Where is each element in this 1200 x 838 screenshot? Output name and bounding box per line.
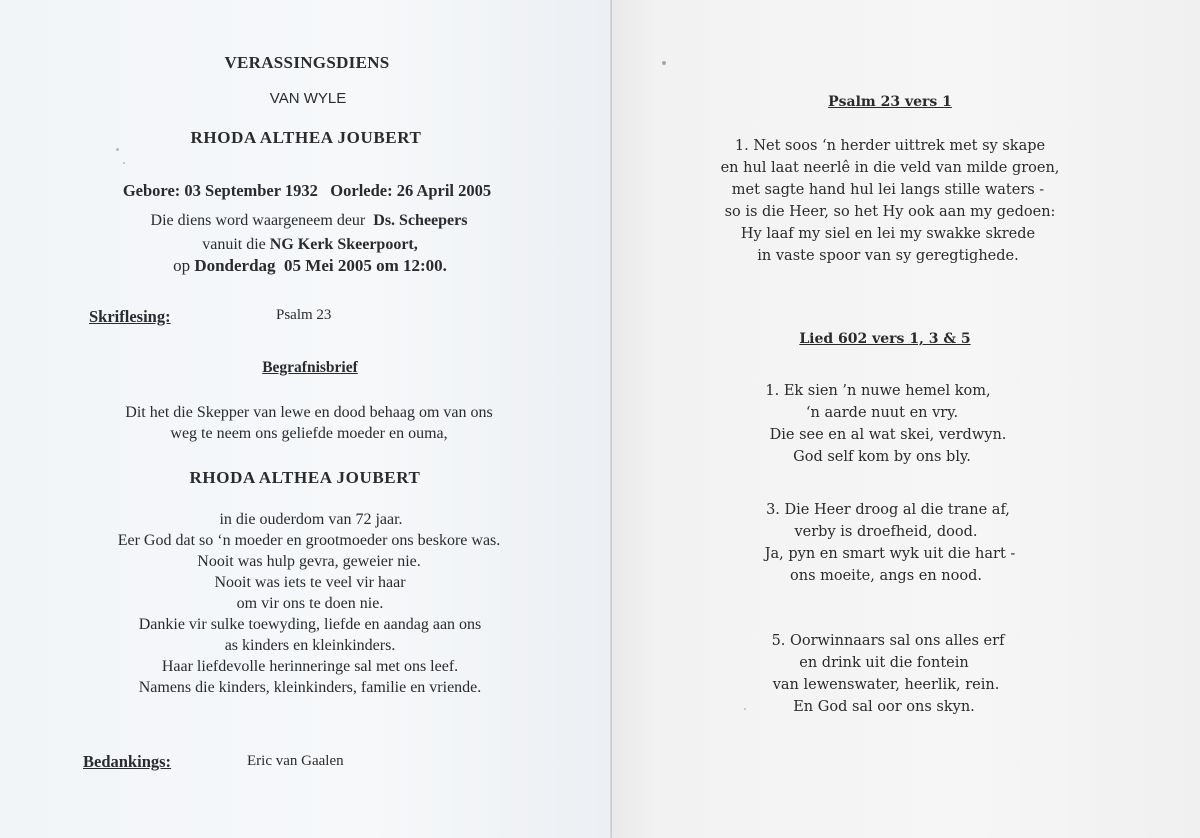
letter-body-line: Nooit was iets te veel vir haar bbox=[214, 574, 406, 591]
verse3-line: 3. Die Heer droog al die trane af, bbox=[766, 502, 1010, 518]
letter-intro-line: weg te neem ons geliefde moeder en ouma, bbox=[170, 425, 448, 442]
song-heading: Lied 602 vers 1, 3 & 5 bbox=[799, 331, 971, 347]
paper-speck bbox=[744, 708, 746, 710]
psalm-line: so is die Heer, so het Hy ook aan my gedoen: bbox=[724, 204, 1056, 220]
psalm-line: 1. Net soos ‘n herder uittrek met sy skape bbox=[734, 138, 1046, 154]
letter-body-line: Nooit was hulp gevra, geweier nie. bbox=[197, 553, 421, 570]
psalm-line: Hy laaf my siel en lei my swakke skrede bbox=[740, 226, 1036, 242]
paper-speck bbox=[123, 162, 125, 164]
letter-body-line: Haar liefdevolle herinneringe sal met ons leef. bbox=[161, 658, 459, 675]
verse1-line: God self kom by ons bly. bbox=[793, 449, 971, 465]
reading-label: Skriflesing: bbox=[89, 307, 171, 326]
verse1-line: ‘n aarde nuut en vry. bbox=[805, 405, 959, 421]
verse3-line: ons moeite, angs en nood. bbox=[790, 568, 982, 584]
psalm-line: in vaste spoor van sy geregtighede. bbox=[757, 248, 1019, 264]
church-name: NG Kerk Skeerpoort, bbox=[269, 236, 418, 253]
date-prefix: op bbox=[173, 256, 191, 275]
church-prefix: vanuit die bbox=[202, 236, 266, 253]
verse5-line: van lewenswater, heerlik, rein. bbox=[772, 677, 1000, 693]
verse1-line: Die see en al wat skei, verdwyn. bbox=[769, 427, 1007, 443]
deceased-name: RHODA ALTHEA JOUBERT bbox=[190, 128, 422, 147]
service-title: VERASSINGSDIENS bbox=[224, 53, 390, 72]
psalm-line: met sagte hand hul lei langs stille waters - bbox=[731, 182, 1045, 198]
service-date-line bbox=[173, 256, 447, 276]
letter-body-line: as kinders en kleinkinders. bbox=[224, 637, 396, 654]
psalm-line: en hul laat neerlê in die veld van milde groen, bbox=[720, 160, 1060, 176]
service-church-line bbox=[202, 236, 418, 254]
letter-deceased-name: RHODA ALTHEA JOUBERT bbox=[189, 468, 421, 487]
letter-body-line: in die ouderdom van 72 jaar. bbox=[219, 511, 403, 528]
thanks-value: Eric van Gaalen bbox=[247, 753, 344, 769]
service-subtitle: VAN WYLE bbox=[269, 90, 347, 107]
letter-body-line: om vir ons te doen nie. bbox=[236, 595, 384, 612]
letter-heading: Begrafnisbrief bbox=[262, 359, 358, 376]
psalm-heading: Psalm 23 vers 1 bbox=[828, 94, 952, 110]
verse1-line: 1. Ek sien ’n nuwe hemel kom, bbox=[765, 383, 991, 399]
officiant-name: Ds. Scheepers bbox=[373, 212, 468, 229]
letter-body-line: Dankie vir sulke toewyding, liefde en aandag aan ons bbox=[138, 616, 482, 633]
thanks-label: Bedankings: bbox=[83, 752, 172, 771]
paper-speck bbox=[662, 61, 666, 65]
verse5-line: en drink uit die fontein bbox=[799, 655, 969, 671]
verse3-line: Ja, pyn en smart wyk uit die hart - bbox=[764, 546, 1016, 562]
verse3-line: verby is droefheid, dood. bbox=[794, 524, 978, 540]
paper-speck bbox=[116, 148, 119, 151]
reading-value: Psalm 23 bbox=[276, 307, 332, 323]
letter-intro-line: Dit het die Skepper van lewe en dood behaag om van ons bbox=[125, 404, 493, 421]
letter-body-line: Namens die kinders, kleinkinders, familie en vriende. bbox=[138, 679, 482, 696]
verse5-line: 5. Oorwinnaars sal ons alles erf bbox=[771, 633, 1005, 649]
service-date: Donderdag 05 Mei 2005 om 12:00. bbox=[194, 256, 447, 275]
officiant-prefix: Die diens word waargeneem deur bbox=[150, 212, 366, 229]
birth-death-dates: Gebore: 03 September 1932 Oorlede: 26 April 2005 bbox=[122, 181, 492, 200]
right-page bbox=[612, 0, 1200, 838]
service-officiant-line bbox=[151, 212, 468, 230]
letter-body-line: Eer God dat so ‘n moeder en grootmoeder ons beskore was. bbox=[117, 532, 501, 549]
verse5-line: En God sal oor ons skyn. bbox=[793, 699, 975, 715]
